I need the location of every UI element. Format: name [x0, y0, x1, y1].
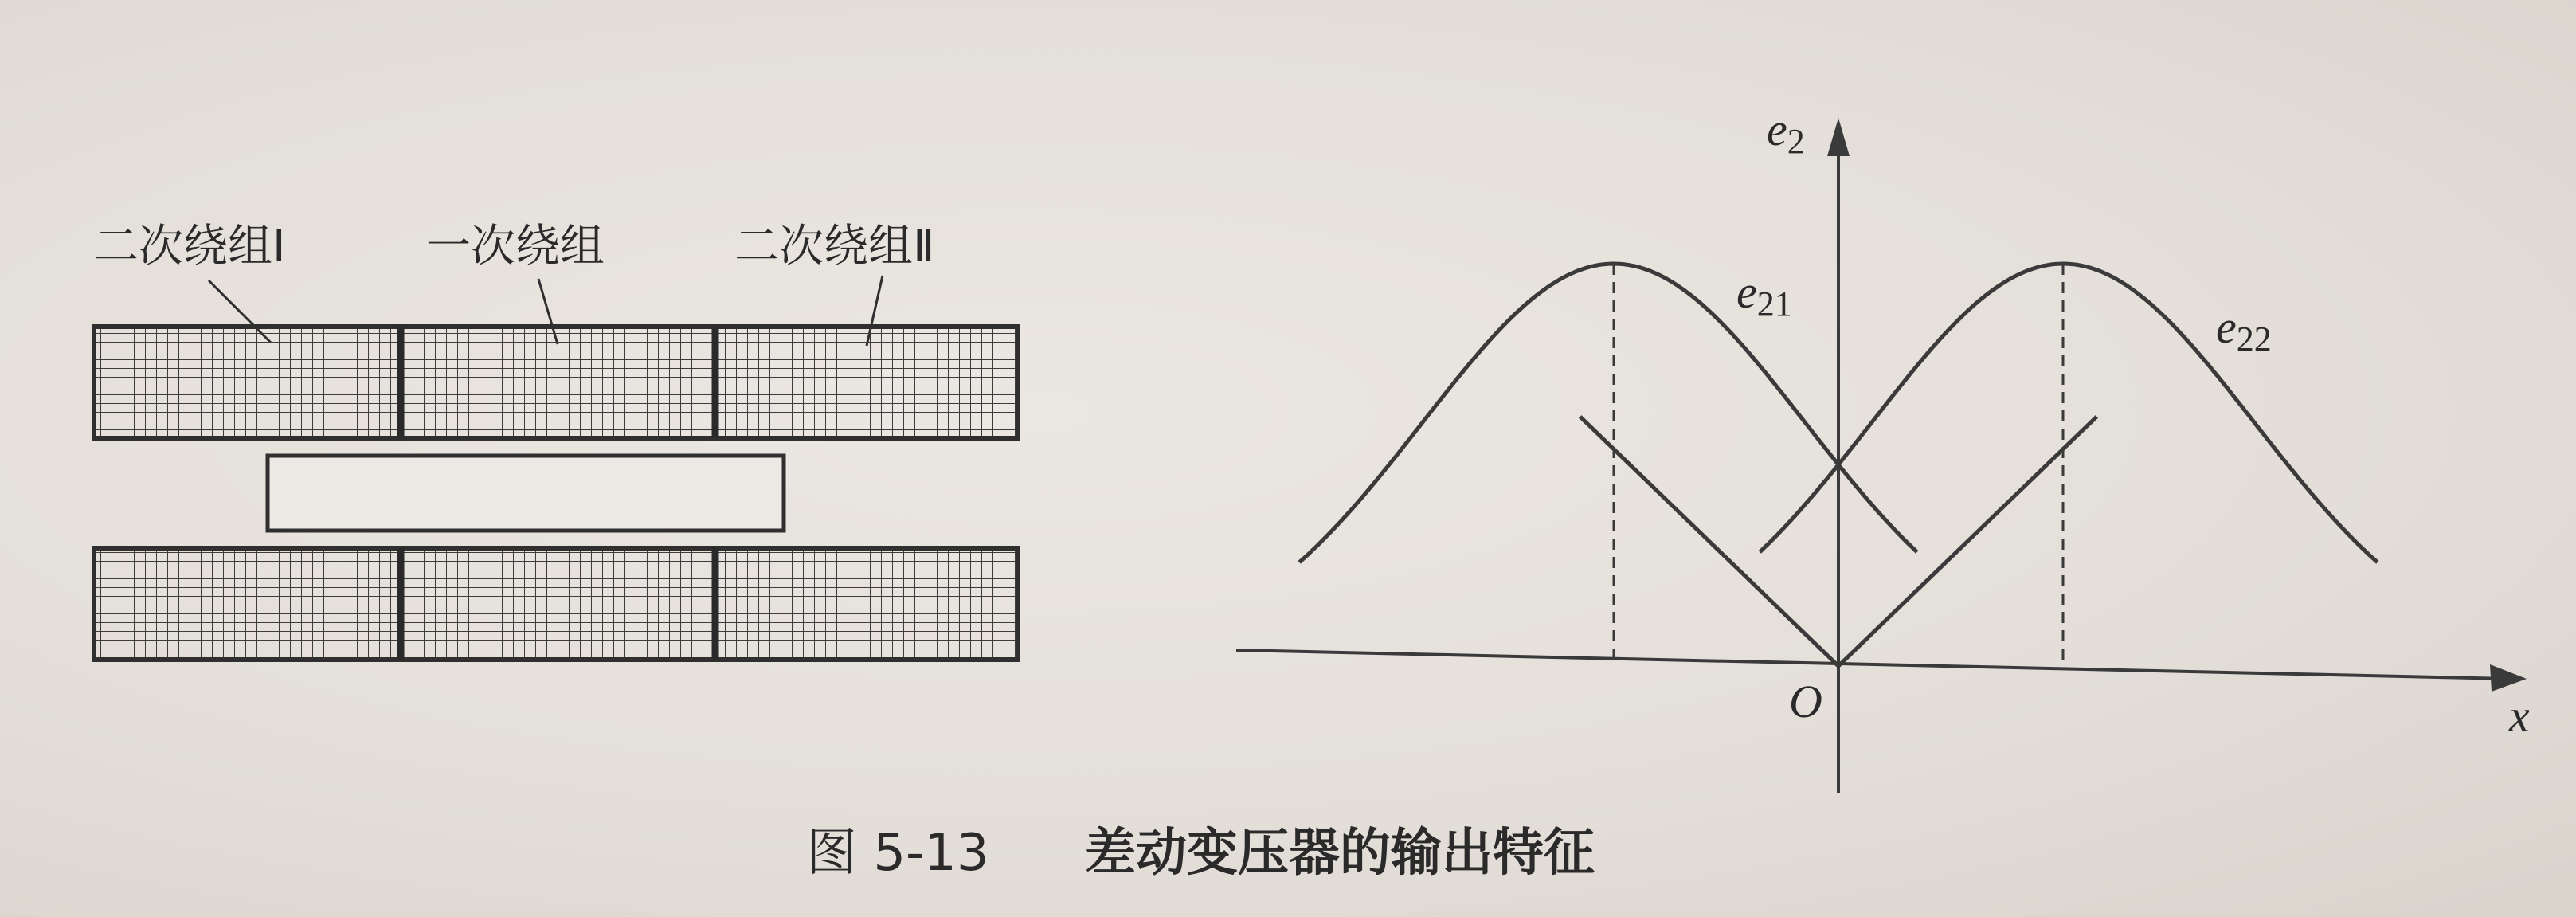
iron-core	[268, 456, 784, 531]
secondary-winding-2-label: 二次绕组Ⅱ	[734, 221, 935, 272]
figure-caption	[806, 824, 1595, 883]
output-characteristic-chart	[1236, 104, 2530, 793]
x-axis-label: x	[2509, 690, 2530, 742]
y-axis-label-sub: 2	[1787, 122, 1805, 161]
x-axis	[1236, 650, 2509, 679]
series-label-e22: e22	[2216, 301, 2272, 359]
caption-title: 差动变压器的输出特征	[1085, 824, 1595, 883]
bottom-winding-block	[94, 548, 1018, 660]
secondary-winding-1-label: 二次绕组Ⅰ	[94, 221, 286, 272]
origin-label: O	[1789, 676, 1822, 727]
x-axis-arrow	[2490, 664, 2527, 692]
curve-e22	[1760, 264, 2378, 562]
curve-e21	[1299, 264, 1917, 562]
winding-diagram	[94, 221, 1018, 660]
y-axis-label-base: e	[1767, 104, 1787, 155]
top-winding-block	[94, 327, 1018, 438]
caption-number: 图 5-13	[806, 824, 989, 883]
primary-winding-label: 一次绕组	[426, 221, 605, 272]
y-axis-arrow	[1827, 118, 1850, 156]
series-label-e21: e21	[1736, 266, 1792, 323]
y-axis-label	[1767, 104, 1805, 161]
